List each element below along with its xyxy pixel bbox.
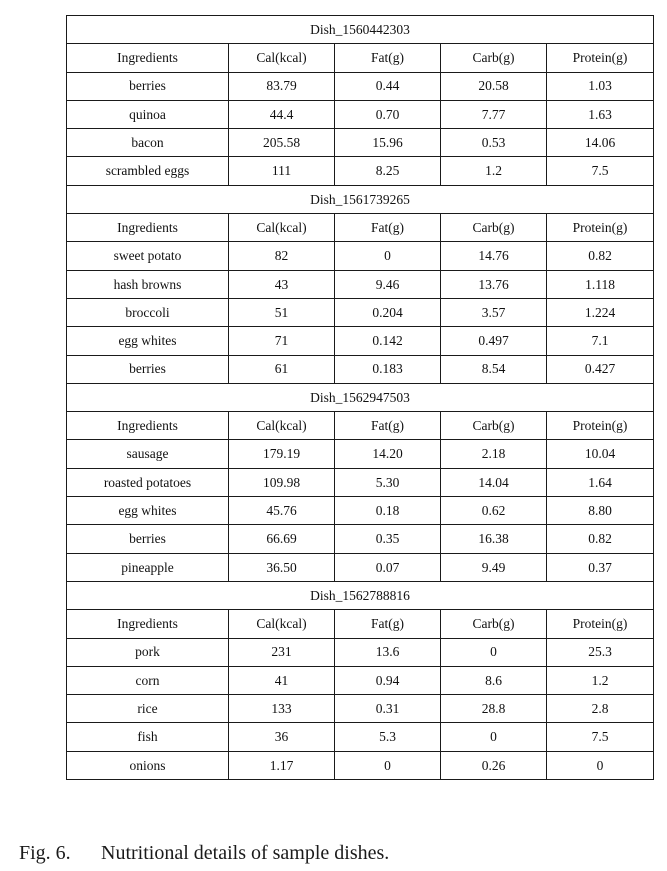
cell-calories: 71 bbox=[229, 327, 335, 355]
header-ingredients: Ingredients bbox=[67, 610, 229, 638]
cell-fat: 0.94 bbox=[335, 666, 441, 694]
header-fat: Fat(g) bbox=[335, 610, 441, 638]
dish-title-row bbox=[67, 581, 654, 609]
cell-protein: 1.03 bbox=[547, 72, 654, 100]
table-row bbox=[67, 157, 654, 185]
cell-carb: 0 bbox=[441, 723, 547, 751]
cell-calories: 36.50 bbox=[229, 553, 335, 581]
cell-protein: 1.118 bbox=[547, 270, 654, 298]
cell-ingredient: pineapple bbox=[67, 553, 229, 581]
cell-calories: 109.98 bbox=[229, 468, 335, 496]
cell-calories: 111 bbox=[229, 157, 335, 185]
cell-protein: 14.06 bbox=[547, 129, 654, 157]
header-fat: Fat(g) bbox=[335, 214, 441, 242]
table-row bbox=[67, 72, 654, 100]
dish-title: Dish_1562947503 bbox=[67, 383, 654, 411]
table-row bbox=[67, 497, 654, 525]
table-row bbox=[67, 270, 654, 298]
cell-ingredient: rice bbox=[67, 695, 229, 723]
table-row bbox=[67, 751, 654, 779]
table-row bbox=[67, 666, 654, 694]
cell-calories: 36 bbox=[229, 723, 335, 751]
header-ingredients: Ingredients bbox=[67, 412, 229, 440]
table-row bbox=[67, 440, 654, 468]
cell-ingredient: egg whites bbox=[67, 497, 229, 525]
cell-calories: 41 bbox=[229, 666, 335, 694]
cell-ingredient: berries bbox=[67, 355, 229, 383]
cell-calories: 205.58 bbox=[229, 129, 335, 157]
cell-fat: 0.35 bbox=[335, 525, 441, 553]
cell-carb: 20.58 bbox=[441, 72, 547, 100]
cell-ingredient: sweet potato bbox=[67, 242, 229, 270]
cell-ingredient: sausage bbox=[67, 440, 229, 468]
header-calories: Cal(kcal) bbox=[229, 610, 335, 638]
cell-carb: 14.76 bbox=[441, 242, 547, 270]
cell-carb: 0.497 bbox=[441, 327, 547, 355]
cell-protein: 1.63 bbox=[547, 100, 654, 128]
dish-title-row bbox=[67, 383, 654, 411]
header-carb: Carb(g) bbox=[441, 610, 547, 638]
column-header-row bbox=[67, 214, 654, 242]
cell-fat: 13.6 bbox=[335, 638, 441, 666]
cell-calories: 83.79 bbox=[229, 72, 335, 100]
header-carb: Carb(g) bbox=[441, 214, 547, 242]
header-carb: Carb(g) bbox=[441, 412, 547, 440]
cell-carb: 9.49 bbox=[441, 553, 547, 581]
cell-fat: 5.3 bbox=[335, 723, 441, 751]
cell-ingredient: berries bbox=[67, 525, 229, 553]
cell-protein: 1.64 bbox=[547, 468, 654, 496]
cell-calories: 51 bbox=[229, 298, 335, 326]
dish-title-row bbox=[67, 16, 654, 44]
cell-ingredient: berries bbox=[67, 72, 229, 100]
cell-protein: 10.04 bbox=[547, 440, 654, 468]
cell-ingredient: pork bbox=[67, 638, 229, 666]
dish-title-row bbox=[67, 185, 654, 213]
table-row bbox=[67, 355, 654, 383]
cell-carb: 7.77 bbox=[441, 100, 547, 128]
cell-protein: 7.5 bbox=[547, 723, 654, 751]
cell-protein: 0.82 bbox=[547, 525, 654, 553]
header-carb: Carb(g) bbox=[441, 44, 547, 72]
cell-carb: 0.26 bbox=[441, 751, 547, 779]
cell-fat: 15.96 bbox=[335, 129, 441, 157]
header-calories: Cal(kcal) bbox=[229, 412, 335, 440]
table-row bbox=[67, 695, 654, 723]
header-protein: Protein(g) bbox=[547, 214, 654, 242]
cell-calories: 66.69 bbox=[229, 525, 335, 553]
header-calories: Cal(kcal) bbox=[229, 44, 335, 72]
cell-ingredient: roasted potatoes bbox=[67, 468, 229, 496]
cell-fat: 0.07 bbox=[335, 553, 441, 581]
cell-carb: 14.04 bbox=[441, 468, 547, 496]
cell-carb: 16.38 bbox=[441, 525, 547, 553]
cell-protein: 0.427 bbox=[547, 355, 654, 383]
dish-title: Dish_1561739265 bbox=[67, 185, 654, 213]
cell-fat: 9.46 bbox=[335, 270, 441, 298]
cell-ingredient: bacon bbox=[67, 129, 229, 157]
cell-ingredient: scrambled eggs bbox=[67, 157, 229, 185]
table-body bbox=[67, 16, 654, 780]
cell-carb: 1.2 bbox=[441, 157, 547, 185]
table-row bbox=[67, 100, 654, 128]
cell-carb: 0 bbox=[441, 638, 547, 666]
cell-ingredient: hash browns bbox=[67, 270, 229, 298]
cell-fat: 0.204 bbox=[335, 298, 441, 326]
figure-caption bbox=[19, 842, 389, 865]
cell-carb: 8.54 bbox=[441, 355, 547, 383]
cell-ingredient: egg whites bbox=[67, 327, 229, 355]
cell-fat: 0.18 bbox=[335, 497, 441, 525]
cell-ingredient: quinoa bbox=[67, 100, 229, 128]
cell-calories: 133 bbox=[229, 695, 335, 723]
table-row bbox=[67, 242, 654, 270]
cell-fat: 0.183 bbox=[335, 355, 441, 383]
cell-fat: 0.142 bbox=[335, 327, 441, 355]
cell-calories: 231 bbox=[229, 638, 335, 666]
table-row bbox=[67, 298, 654, 326]
cell-protein: 2.8 bbox=[547, 695, 654, 723]
header-protein: Protein(g) bbox=[547, 44, 654, 72]
table-row bbox=[67, 723, 654, 751]
figure-label: Fig. 6. bbox=[19, 842, 71, 864]
cell-fat: 0 bbox=[335, 751, 441, 779]
cell-carb: 13.76 bbox=[441, 270, 547, 298]
cell-protein: 7.1 bbox=[547, 327, 654, 355]
table-row bbox=[67, 638, 654, 666]
cell-protein: 1.2 bbox=[547, 666, 654, 694]
dish-title: Dish_1560442303 bbox=[67, 16, 654, 44]
table-row bbox=[67, 327, 654, 355]
cell-fat: 0 bbox=[335, 242, 441, 270]
header-fat: Fat(g) bbox=[335, 44, 441, 72]
nutrition-table bbox=[66, 15, 654, 780]
cell-fat: 5.30 bbox=[335, 468, 441, 496]
cell-protein: 0.82 bbox=[547, 242, 654, 270]
cell-calories: 45.76 bbox=[229, 497, 335, 525]
header-fat: Fat(g) bbox=[335, 412, 441, 440]
header-ingredients: Ingredients bbox=[67, 214, 229, 242]
cell-carb: 0.53 bbox=[441, 129, 547, 157]
cell-fat: 14.20 bbox=[335, 440, 441, 468]
header-ingredients: Ingredients bbox=[67, 44, 229, 72]
cell-calories: 61 bbox=[229, 355, 335, 383]
cell-fat: 0.31 bbox=[335, 695, 441, 723]
column-header-row bbox=[67, 412, 654, 440]
table-row bbox=[67, 468, 654, 496]
cell-protein: 8.80 bbox=[547, 497, 654, 525]
cell-ingredient: onions bbox=[67, 751, 229, 779]
cell-carb: 0.62 bbox=[441, 497, 547, 525]
cell-carb: 3.57 bbox=[441, 298, 547, 326]
column-header-row bbox=[67, 610, 654, 638]
cell-ingredient: fish bbox=[67, 723, 229, 751]
cell-protein: 7.5 bbox=[547, 157, 654, 185]
table-row bbox=[67, 129, 654, 157]
cell-ingredient: corn bbox=[67, 666, 229, 694]
cell-fat: 0.44 bbox=[335, 72, 441, 100]
cell-protein: 1.224 bbox=[547, 298, 654, 326]
header-calories: Cal(kcal) bbox=[229, 214, 335, 242]
cell-protein: 0 bbox=[547, 751, 654, 779]
cell-carb: 2.18 bbox=[441, 440, 547, 468]
cell-protein: 25.3 bbox=[547, 638, 654, 666]
cell-calories: 82 bbox=[229, 242, 335, 270]
cell-fat: 0.70 bbox=[335, 100, 441, 128]
cell-ingredient: broccoli bbox=[67, 298, 229, 326]
dish-title: Dish_1562788816 bbox=[67, 581, 654, 609]
cell-calories: 179.19 bbox=[229, 440, 335, 468]
cell-calories: 43 bbox=[229, 270, 335, 298]
figure-caption-text: Nutritional details of sample dishes. bbox=[101, 842, 390, 864]
cell-protein: 0.37 bbox=[547, 553, 654, 581]
cell-calories: 1.17 bbox=[229, 751, 335, 779]
table-row bbox=[67, 525, 654, 553]
cell-fat: 8.25 bbox=[335, 157, 441, 185]
cell-calories: 44.4 bbox=[229, 100, 335, 128]
header-protein: Protein(g) bbox=[547, 412, 654, 440]
table-row bbox=[67, 553, 654, 581]
column-header-row bbox=[67, 44, 654, 72]
cell-carb: 8.6 bbox=[441, 666, 547, 694]
header-protein: Protein(g) bbox=[547, 610, 654, 638]
cell-carb: 28.8 bbox=[441, 695, 547, 723]
